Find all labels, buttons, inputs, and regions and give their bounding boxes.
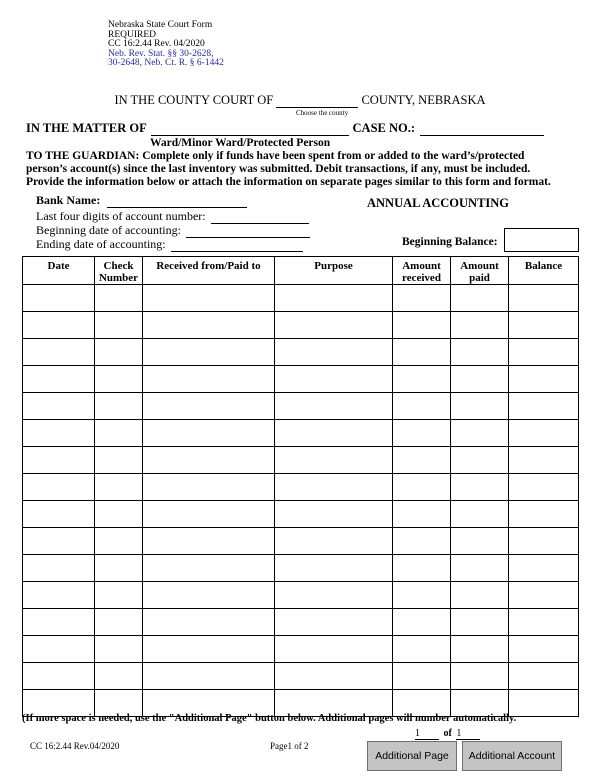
cell-received-paid[interactable]: [143, 582, 275, 609]
cell-amount-paid[interactable]: [451, 555, 509, 582]
table-row: [23, 501, 579, 528]
cell-received-paid[interactable]: [143, 339, 275, 366]
last-four-label: Last four digits of account number:: [36, 209, 206, 223]
cell-balance[interactable]: [509, 690, 579, 717]
cell-amount-paid[interactable]: [451, 528, 509, 555]
cell-check-number[interactable]: [95, 420, 143, 447]
county-select[interactable]: [276, 95, 358, 108]
cell-amount-received[interactable]: [393, 366, 451, 393]
cell-amount-paid[interactable]: [451, 366, 509, 393]
cell-purpose[interactable]: [275, 663, 393, 690]
cell-date[interactable]: [23, 636, 95, 663]
cell-balance[interactable]: [509, 366, 579, 393]
table-row: [23, 636, 579, 663]
page-counter: [415, 728, 480, 740]
cell-check-number[interactable]: [95, 663, 143, 690]
cell-balance[interactable]: [509, 285, 579, 312]
beginning-balance-label: Beginning Balance:: [402, 236, 498, 248]
cell-received-paid[interactable]: [143, 393, 275, 420]
cell-date[interactable]: [23, 528, 95, 555]
ward-name-field[interactable]: [151, 123, 349, 136]
col-header-check-number: Check Number: [95, 257, 143, 285]
col-header-amount-paid: Amount paid: [451, 257, 509, 285]
cell-balance[interactable]: [509, 447, 579, 474]
required-label: REQUIRED: [108, 29, 157, 40]
end-date-row: [36, 237, 303, 252]
cell-received-paid[interactable]: [143, 528, 275, 555]
end-date-field[interactable]: [171, 239, 303, 252]
cell-amount-paid[interactable]: [451, 312, 509, 339]
cell-date[interactable]: [23, 609, 95, 636]
cell-received-paid[interactable]: [143, 447, 275, 474]
cell-date[interactable]: [23, 420, 95, 447]
cell-balance[interactable]: [509, 555, 579, 582]
cell-purpose[interactable]: [275, 366, 393, 393]
cell-amount-paid[interactable]: [451, 285, 509, 312]
cell-purpose[interactable]: [275, 285, 393, 312]
ward-label: Ward/Minor Ward/Protected Person: [150, 137, 331, 149]
cell-date[interactable]: [23, 555, 95, 582]
table-row: [23, 447, 579, 474]
cell-balance[interactable]: [509, 393, 579, 420]
instruction-line-1: TO THE GUARDIAN: Complete only if funds have been spent from or added to the ward’s/protected: [26, 150, 525, 162]
cell-check-number[interactable]: [95, 528, 143, 555]
cell-check-number[interactable]: [95, 393, 143, 420]
form-code: CC 16:2.44 Rev. 04/2020: [108, 39, 205, 50]
cell-purpose[interactable]: [275, 339, 393, 366]
cell-received-paid[interactable]: [143, 609, 275, 636]
cell-amount-received[interactable]: [393, 528, 451, 555]
cell-balance[interactable]: [509, 528, 579, 555]
cell-balance[interactable]: [509, 420, 579, 447]
table-row: [23, 366, 579, 393]
table-row: [23, 474, 579, 501]
statute-citation-1: Neb. Rev. Stat. §§ 30-2628,: [108, 48, 214, 59]
cell-purpose[interactable]: [275, 609, 393, 636]
section-title: ANNUAL ACCOUNTING: [367, 196, 510, 210]
instruction-line-3: Provide the information below or attach the information on separate pages similar to this form and format.: [26, 176, 551, 188]
cell-purpose[interactable]: [275, 474, 393, 501]
cell-amount-received[interactable]: [393, 636, 451, 663]
cell-date[interactable]: [23, 663, 95, 690]
matter-label: IN THE MATTER OF: [26, 121, 147, 135]
cell-amount-received[interactable]: [393, 312, 451, 339]
cell-date[interactable]: [23, 393, 95, 420]
bank-name-row: [36, 193, 247, 208]
last-four-row: [36, 209, 309, 224]
cell-received-paid[interactable]: [143, 474, 275, 501]
cell-check-number[interactable]: [95, 582, 143, 609]
table-row: [23, 312, 579, 339]
cell-purpose[interactable]: [275, 312, 393, 339]
cell-check-number[interactable]: [95, 609, 143, 636]
instruction-line-2: person’s account(s) since the last inventory was submitted. Debit transactions, if any, must be included.: [26, 163, 531, 175]
cell-check-number[interactable]: [95, 285, 143, 312]
more-space-note: (If more space is needed, use the "Additional Page" button below. Additional pages will number automatically.: [22, 713, 517, 724]
cell-date[interactable]: [23, 285, 95, 312]
cell-balance[interactable]: [509, 609, 579, 636]
cell-purpose[interactable]: [275, 528, 393, 555]
cell-date[interactable]: [23, 312, 95, 339]
bank-name-label: Bank Name:: [36, 193, 101, 207]
cell-amount-paid[interactable]: [451, 474, 509, 501]
table-body: [23, 285, 579, 717]
cell-received-paid[interactable]: [143, 663, 275, 690]
additional-account-button[interactable]: Additional Account: [462, 741, 562, 771]
table-row: [23, 528, 579, 555]
case-number-label: CASE NO.:: [352, 121, 416, 135]
table-row: [23, 663, 579, 690]
cell-amount-received[interactable]: [393, 663, 451, 690]
table-row: [23, 582, 579, 609]
cell-date[interactable]: [23, 582, 95, 609]
beginning-balance-field[interactable]: [504, 228, 579, 252]
cell-date[interactable]: [23, 339, 95, 366]
cell-balance[interactable]: [509, 582, 579, 609]
page-current: 1: [415, 728, 439, 740]
table-header-row: [23, 257, 579, 285]
cell-received-paid[interactable]: [143, 312, 275, 339]
statute-citation-2: 30-2648, Neb. Ct. R. § 6-1442: [108, 58, 224, 69]
cell-balance[interactable]: [509, 636, 579, 663]
cell-purpose[interactable]: [275, 555, 393, 582]
cell-date[interactable]: [23, 447, 95, 474]
table-row: [23, 339, 579, 366]
cell-balance[interactable]: [509, 501, 579, 528]
cell-balance[interactable]: [509, 663, 579, 690]
cell-received-paid[interactable]: [143, 501, 275, 528]
cell-amount-received[interactable]: [393, 555, 451, 582]
col-header-amount-received: Amount received: [393, 257, 451, 285]
cell-amount-paid[interactable]: [451, 501, 509, 528]
matter-line: [26, 121, 544, 136]
cell-amount-paid[interactable]: [451, 420, 509, 447]
cell-check-number[interactable]: [95, 366, 143, 393]
bank-name-field[interactable]: [107, 195, 247, 208]
col-header-date: Date: [23, 257, 95, 285]
table-row: [23, 285, 579, 312]
case-number-field[interactable]: [420, 123, 544, 136]
cell-check-number[interactable]: [95, 636, 143, 663]
cell-amount-received[interactable]: [393, 285, 451, 312]
cell-amount-paid[interactable]: [451, 447, 509, 474]
cell-date[interactable]: [23, 366, 95, 393]
guardian-instructions: [26, 150, 586, 189]
cell-check-number[interactable]: [95, 474, 143, 501]
cell-date[interactable]: [23, 474, 95, 501]
table-row: [23, 609, 579, 636]
col-header-purpose: Purpose: [275, 257, 393, 285]
cell-received-paid[interactable]: [143, 366, 275, 393]
court-prefix: IN THE COUNTY COURT OF: [114, 93, 274, 107]
cell-purpose[interactable]: [275, 447, 393, 474]
cell-balance[interactable]: [509, 312, 579, 339]
cell-purpose[interactable]: [275, 582, 393, 609]
cell-amount-received[interactable]: [393, 420, 451, 447]
additional-page-button[interactable]: Additional Page: [367, 741, 457, 771]
cell-amount-paid[interactable]: [451, 582, 509, 609]
accounting-table: [22, 256, 579, 717]
cell-check-number[interactable]: [95, 501, 143, 528]
table-row: [23, 420, 579, 447]
cell-check-number[interactable]: [95, 447, 143, 474]
col-header-balance: Balance: [509, 257, 579, 285]
county-hint: Choose the county: [296, 109, 349, 117]
cell-check-number[interactable]: [95, 312, 143, 339]
cell-received-paid[interactable]: [143, 636, 275, 663]
page-total: 1: [456, 728, 480, 740]
footer-page-label: Page1 of 2: [270, 741, 309, 751]
cell-amount-paid[interactable]: [451, 393, 509, 420]
cell-amount-paid[interactable]: [451, 339, 509, 366]
cell-amount-received[interactable]: [393, 393, 451, 420]
cell-amount-paid[interactable]: [451, 636, 509, 663]
cell-date[interactable]: [23, 501, 95, 528]
cell-balance[interactable]: [509, 339, 579, 366]
cell-amount-received[interactable]: [393, 582, 451, 609]
cell-check-number[interactable]: [95, 555, 143, 582]
col-header-received-paid: Received from/Paid to: [143, 257, 275, 285]
cell-purpose[interactable]: [275, 393, 393, 420]
cell-received-paid[interactable]: [143, 285, 275, 312]
cell-amount-paid[interactable]: [451, 663, 509, 690]
cell-amount-received[interactable]: [393, 474, 451, 501]
cell-amount-received[interactable]: [393, 339, 451, 366]
cell-purpose[interactable]: [275, 636, 393, 663]
court-line: [0, 93, 600, 108]
footer-form-code: CC 16:2.44 Rev.04/2020: [30, 741, 120, 751]
begin-date-row: [36, 223, 310, 238]
cell-amount-paid[interactable]: [451, 609, 509, 636]
cell-check-number[interactable]: [95, 339, 143, 366]
table-row: [23, 393, 579, 420]
begin-date-label: Beginning date of accounting:: [36, 223, 181, 237]
cell-purpose[interactable]: [275, 420, 393, 447]
cell-received-paid[interactable]: [143, 555, 275, 582]
end-date-label: Ending date of accounting:: [36, 237, 166, 251]
court-suffix: COUNTY, NEBRASKA: [361, 93, 486, 107]
cell-amount-received[interactable]: [393, 501, 451, 528]
form-header: [108, 21, 224, 69]
form-name: Nebraska State Court Form: [108, 20, 213, 30]
cell-purpose[interactable]: [275, 501, 393, 528]
cell-received-paid[interactable]: [143, 420, 275, 447]
cell-amount-received[interactable]: [393, 609, 451, 636]
table-row: [23, 555, 579, 582]
page-of-label: of: [443, 728, 452, 739]
cell-balance[interactable]: [509, 474, 579, 501]
cell-amount-received[interactable]: [393, 447, 451, 474]
